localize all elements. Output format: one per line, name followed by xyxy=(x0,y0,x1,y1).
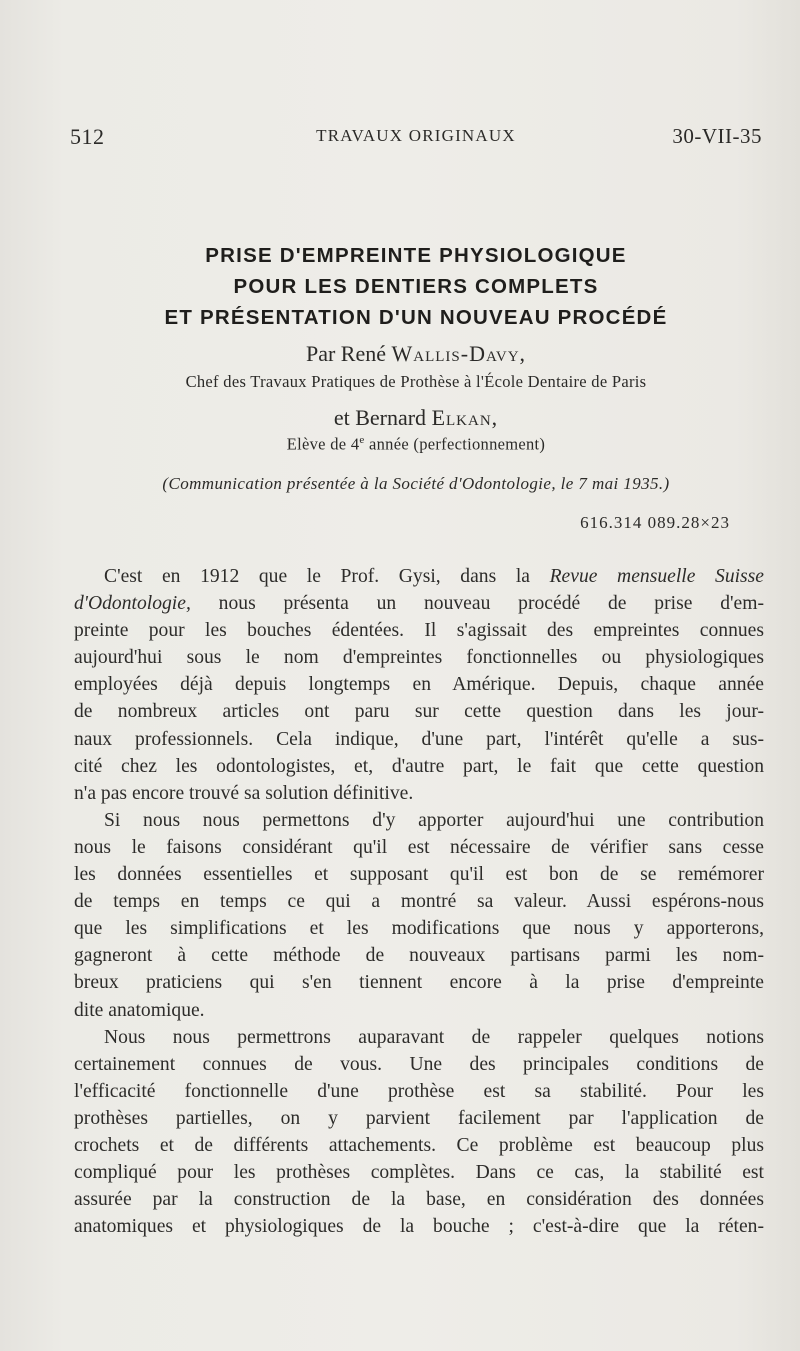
running-head-title: TRAVAUX ORIGINAUX xyxy=(316,126,516,145)
author-2-prefix: et Bernard xyxy=(333,405,432,430)
author-2-surname: Elkan, xyxy=(431,405,499,430)
text-line xyxy=(74,590,764,617)
page-number: 512 xyxy=(70,124,105,149)
text-run: employées déjà depuis longtemps en Amérique. Depuis, chaque année xyxy=(74,674,764,696)
text-line: crochets et de différents attachements. Ce problème est beaucoup plus xyxy=(74,1134,764,1156)
text-line: les données essentielles et supposant qu'il est bon de se remémorer xyxy=(74,864,764,886)
article-title xyxy=(70,240,762,333)
text-line xyxy=(74,563,764,590)
text-run: aujourd'hui sous le nom d'empreintes fonctionnelles ou physiologiques xyxy=(74,647,764,669)
author-1 xyxy=(70,341,762,367)
text-line xyxy=(74,671,764,698)
text-line: dite anatomique. xyxy=(74,999,205,1021)
text-line: assurée par la construction de la base, en considération des données xyxy=(74,1189,764,1211)
text-line: que les simplifications et les modifications que nous y apporterons, xyxy=(74,918,764,940)
text-line: prothèses partielles, on y parvient facilement par l'application de xyxy=(74,1107,764,1129)
paragraph-3 xyxy=(74,1024,764,1241)
title-line-2: POUR LES DENTIERS COMPLETS xyxy=(233,275,599,298)
author-2 xyxy=(70,405,762,431)
paragraph-1 xyxy=(74,563,764,807)
affiliation-part-a: Elève de 4 xyxy=(286,434,360,454)
communication-text: (Communication présentée à la Société d'Odontologie, le 7 mai 1935.) xyxy=(162,474,670,493)
author-1-prefix: Par René xyxy=(305,341,392,366)
author-1-surname: Wallis-Davy, xyxy=(391,341,527,366)
classification-code: 616.314 089.28×23 xyxy=(580,513,730,532)
article-body xyxy=(74,563,764,1240)
text-line: l'efficacité fonctionnelle d'une prothèse est sa stabilité. Pour les xyxy=(74,1080,764,1102)
text-line xyxy=(74,726,764,753)
text-run: C'est en 1912 que le Prof. Gysi, dans la xyxy=(104,566,550,587)
text-run: naux professionnels. Cela indique, d'une part, l'intérêt qu'elle a sus- xyxy=(74,728,764,750)
affiliation-part-b: année (perfectionnement) xyxy=(364,434,546,454)
communication-note xyxy=(70,474,762,494)
text-run: cité chez les odontologistes, et, d'autre part, le fait que cette question xyxy=(74,755,764,777)
italic-run: Revue mensuelle Suisse xyxy=(549,566,765,587)
text-line: certainement connues de vous. Une des principales conditions de xyxy=(74,1053,764,1075)
text-line: Nous nous permettrons auparavant de rappeler quelques notions xyxy=(104,1026,764,1048)
author-1-affiliation: Chef des Travaux Pratiques de Prothèse à l'École Dentaire de Paris xyxy=(185,372,647,391)
title-line-3: ET PRÉSENTATION D'UN NOUVEAU PROCÉDÉ xyxy=(164,306,668,329)
text-line: de temps en temps ce qui a montré sa valeur. Aussi espérons-nous xyxy=(74,891,764,913)
text-line: gagneront à cette méthode de nouveaux partisans parmi les nom- xyxy=(74,945,764,967)
paragraph-2 xyxy=(74,807,764,1024)
text-line xyxy=(74,698,764,725)
affiliation-superscript: e xyxy=(359,434,365,446)
text-line: anatomiques et physiologiques de la bouche ; c'est-à-dire que la réten- xyxy=(74,1216,764,1238)
text-run: preinte pour les bouches édentées. Il s'agissait des empreintes connues xyxy=(74,620,764,642)
text-line: breux praticiens qui s'en tiennent encore à la prise d'empreinte xyxy=(74,972,764,994)
text-line xyxy=(74,780,764,807)
text-line xyxy=(74,617,764,644)
text-line xyxy=(74,753,764,780)
running-head xyxy=(70,124,762,154)
text-run: de nombreux articles ont paru sur cette question dans les jour- xyxy=(74,701,764,723)
text-line: Si nous nous permettons d'y apporter aujourd'hui une contribution xyxy=(104,809,764,831)
issue-date: 30-VII-35 xyxy=(672,124,762,148)
title-line-1: PRISE D'EMPREINTE PHYSIOLOGIQUE xyxy=(205,244,627,267)
text-line xyxy=(74,644,764,671)
italic-run: d'Odontologie, xyxy=(74,593,191,615)
author-2-affiliation xyxy=(70,434,762,455)
text-line: compliqué pour les prothèses complètes. Dans ce cas, la stabilité est xyxy=(74,1162,764,1184)
text-line: nous le faisons considérant qu'il est nécessaire de vérifier sans cesse xyxy=(74,836,764,858)
text-run: n'a pas encore trouvé sa solution définitive. xyxy=(74,782,414,804)
text-run: nous présenta un nouveau procédé de prise d'em- xyxy=(190,593,764,615)
